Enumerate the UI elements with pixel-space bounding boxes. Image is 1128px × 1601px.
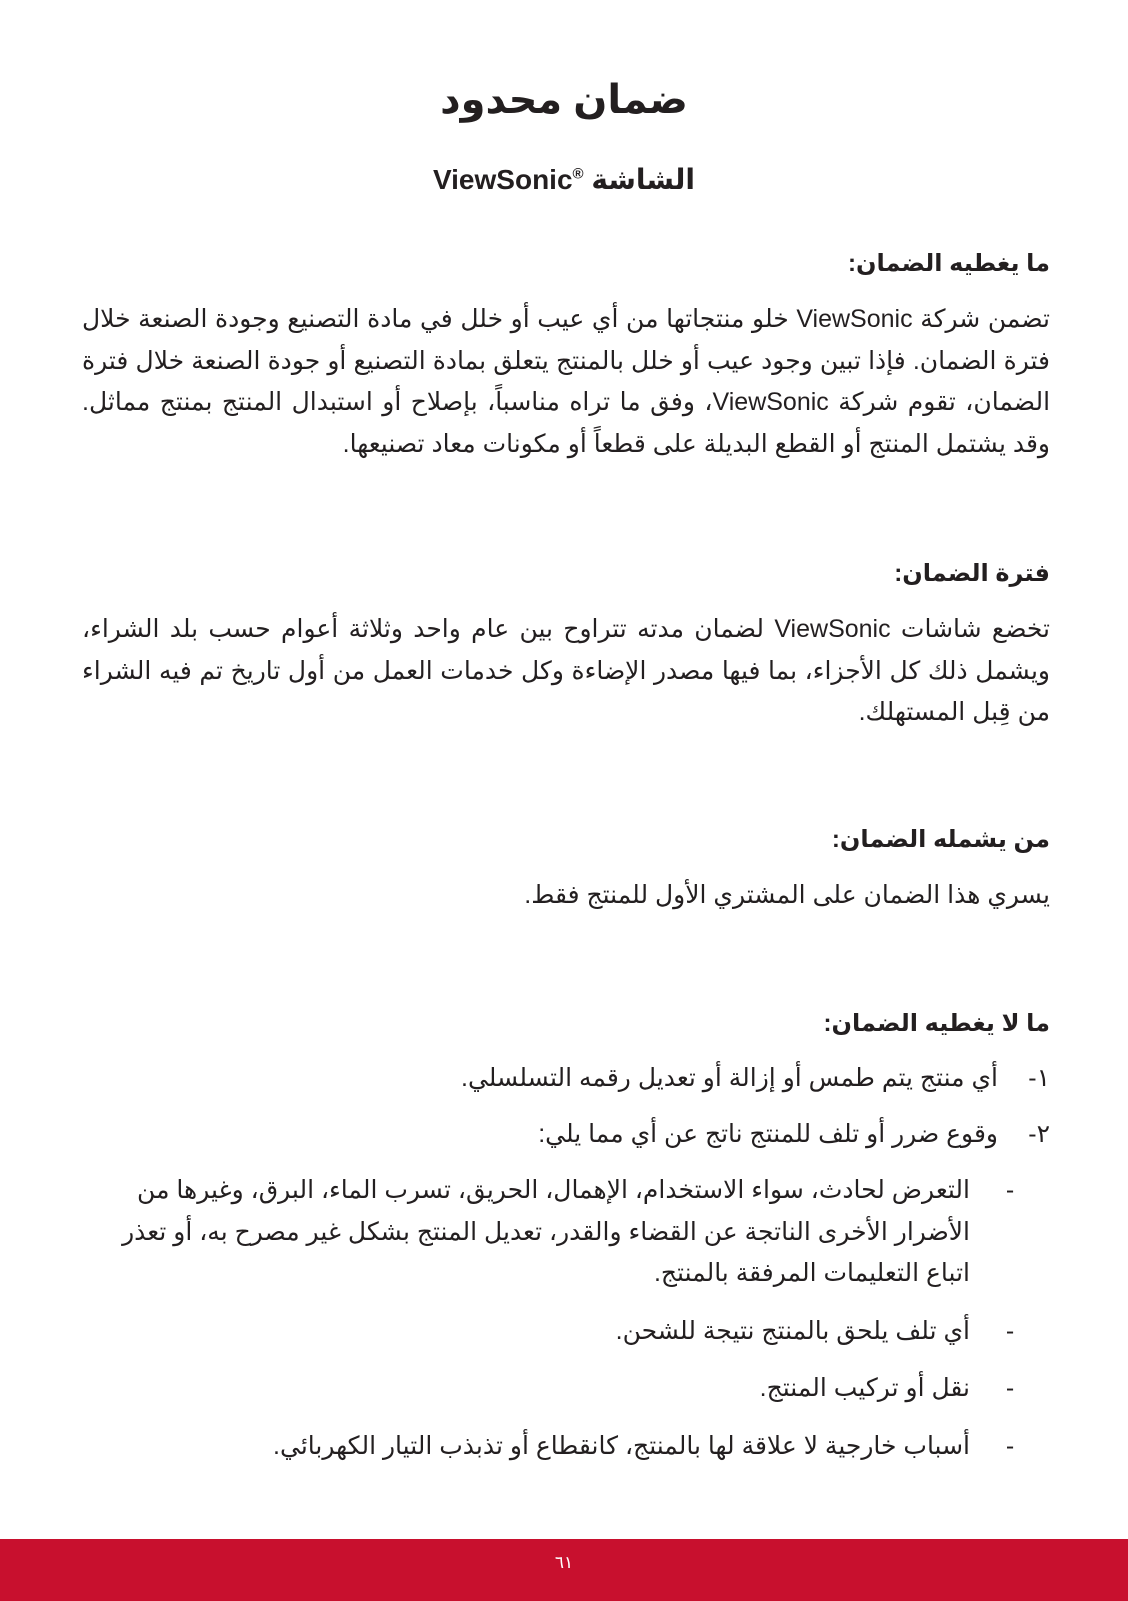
page-title: ضمان محدود: [440, 78, 688, 122]
list-item-marker: -: [1005, 1316, 1015, 1345]
subtitle-brand: ViewSonic: [432, 164, 573, 195]
list-item: [82, 1426, 1050, 1468]
section-heading-coverage: ما يغطيه الضمان:: [848, 250, 1050, 277]
damage-causes-list: [82, 1170, 1050, 1467]
section-heading-period: فترة الضمان:: [894, 560, 1050, 587]
exclusions-list: [82, 1058, 1050, 1155]
list-item: [82, 1170, 1050, 1295]
list-item-marker: ٢-: [1028, 1120, 1050, 1148]
section-coverage: [82, 246, 1050, 465]
list-item-text: نقل أو تركيب المنتج.: [759, 1374, 970, 1402]
section-heading-not-covered: ما لا يغطيه الضمان:: [823, 1010, 1050, 1037]
section-period: [82, 556, 1050, 734]
list-item: [82, 1058, 1050, 1099]
section-not-covered: [82, 1006, 1050, 1483]
section-text-who: يسري هذا الضمان على المشتري الأول للمنتج فقط.: [524, 881, 1050, 909]
list-item-text: أسباب خارجية لا علاقة لها بالمنتج، كانقطاع أو تذبذب التيار الكهربائي.: [273, 1431, 970, 1460]
page-number: ٦١: [554, 1553, 574, 1572]
list-item: [82, 1311, 1050, 1353]
registered-mark: ®: [572, 165, 584, 183]
list-item-text: وقوع ضرر أو تلف للمنتج ناتج عن أي مما يلي:: [538, 1120, 998, 1148]
list-item-marker: -: [1005, 1374, 1015, 1402]
subtitle-brand-group: [433, 164, 584, 195]
section-who: [82, 822, 1050, 917]
list-item-text: أي تلف يلحق بالمنتج نتيجة للشحن.: [615, 1316, 970, 1345]
page-subtitle: [0, 160, 1128, 200]
list-item-marker: -: [1005, 1431, 1015, 1460]
list-item-marker: -: [1005, 1176, 1015, 1204]
section-text-period: تخضع شاشات ViewSonic لضمان مدته تتراوح بين عام واحد وثلاثة أعوام حسب بلد الشراء، ويشمل ذلك كل الأجزاء، بما فيها مصدر الإضاءة وكل خدمات العمل من أول تاريخ تم فيه الشراء من قِبل المستهلك.: [82, 615, 1050, 726]
section-heading-who: من يشمله الضمان:: [831, 826, 1050, 853]
subtitle-text: الشاشة: [591, 164, 696, 195]
section-text-coverage: تضمن شركة ViewSonic خلو منتجاتها من أي عيب أو خلل في مادة التصنيع وجودة الصنعة خلال فترة الضمان. فإذا تبين وجود عيب أو خلل بالمنتج يتعلق بمادة التصنيع أو جودة الصنعة خلال فترة الضمان، تقوم شركة ViewSonic، وفق ما تراه مناسباً، بإصلاح أو استبدال المنتج بمنتج مماثل. وقد يشتمل المنتج أو القطع البديلة على قطعاً أو مكونات معاد تصنيعها.: [82, 305, 1051, 458]
list-item-text: أي منتج يتم طمس أو إزالة أو تعديل رقمه التسلسلي.: [461, 1064, 998, 1092]
list-item-marker: ١-: [1028, 1064, 1050, 1092]
list-item-text: التعرض لحادث، سواء الاستخدام، الإهمال، الحريق، تسرب الماء، البرق، وغيرها من الأضرار الأخرى الناتجة عن القضاء والقدر، تعديل المنتج بشكل غير مصرح به، أو تعذر اتباع التعليمات المرفقة بالمنتج.: [122, 1176, 970, 1287]
list-item: [82, 1114, 1050, 1155]
list-item: [82, 1368, 1050, 1410]
